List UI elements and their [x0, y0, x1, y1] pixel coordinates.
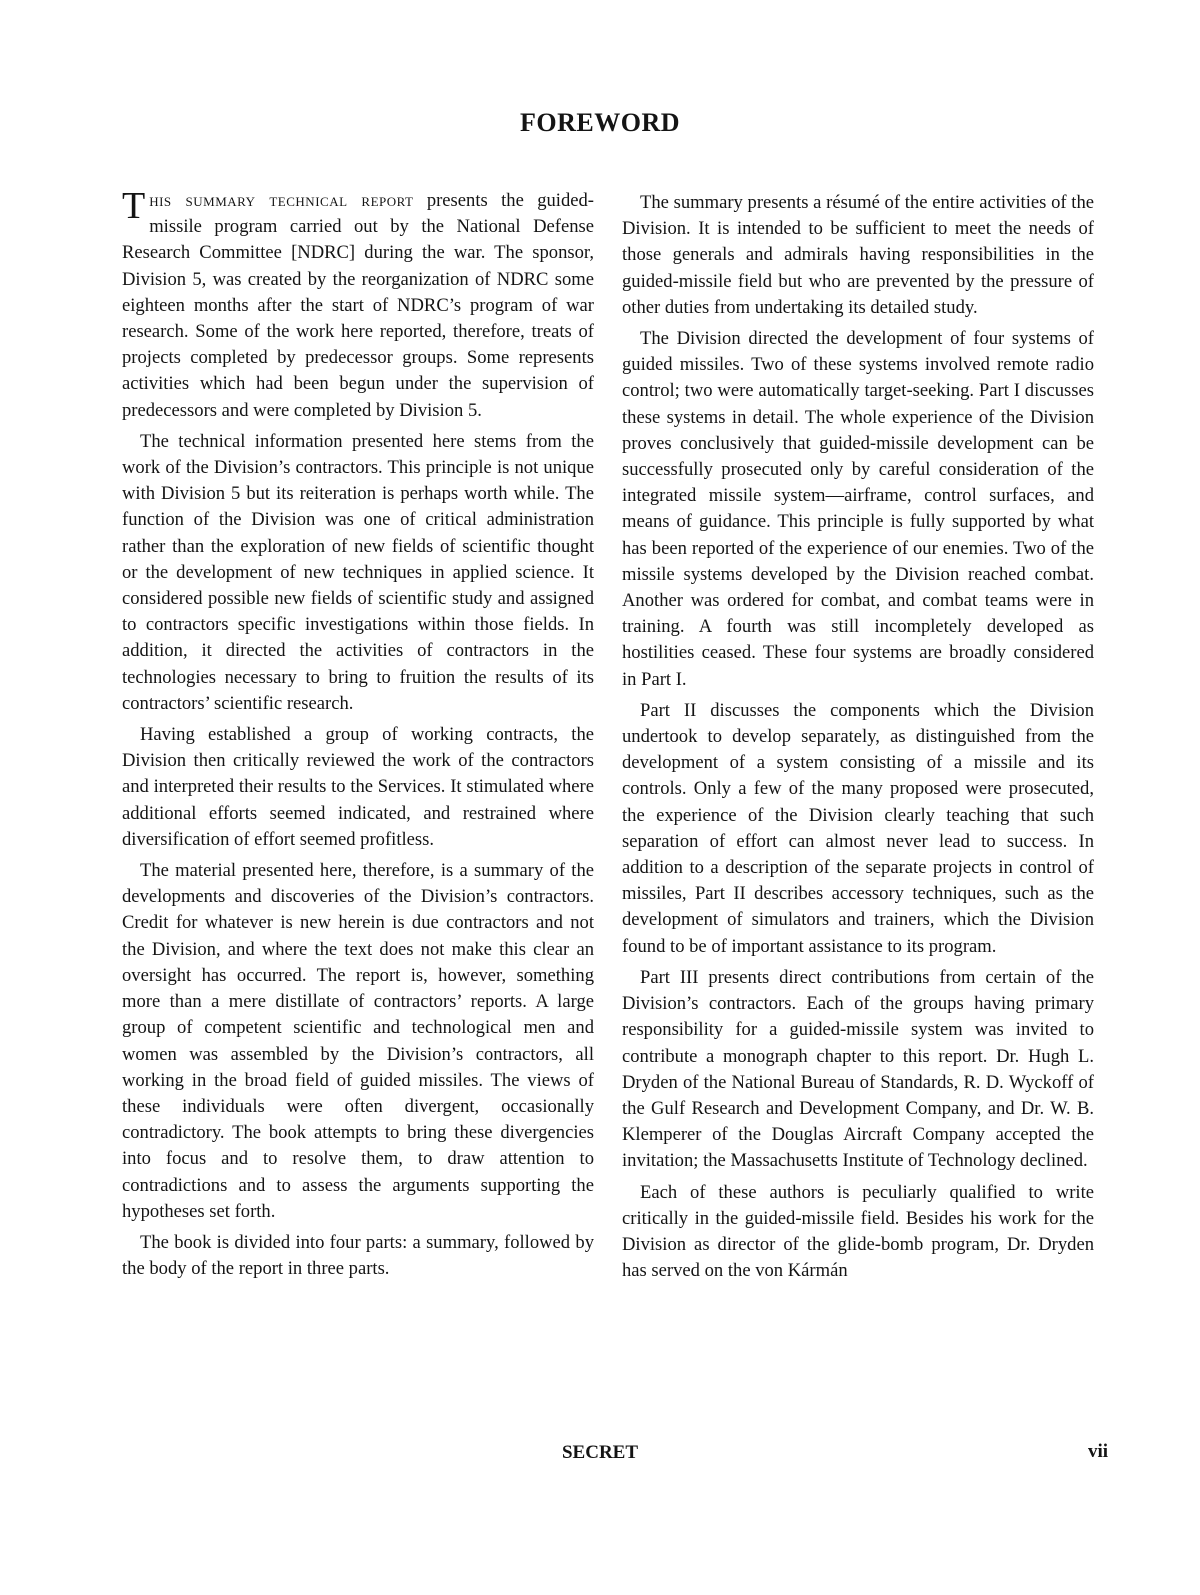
paragraph: The summary presents a résumé of the entire activities of the Division. It is intended to be sufficient to meet the needs of those generals and admirals having responsibilities in the guided-missile field but who are prevented by the pressure of other duties from undertaking its detailed study. [622, 192, 1094, 318]
security-classification: SECRET [561, 1442, 639, 1463]
page-number: vii [1087, 1441, 1108, 1462]
left-column [122, 185, 594, 1287]
paragraph: Part III presents direct contributions from certain of the Division’s contractors. Each of the groups having primary responsibility for a guided-missile system was invited to contribute a monograph chapter to this report. Dr. Hugh L. Dryden of the National Bureau of Standards, R. D. Wyckoff of the Gulf Research and Development Company, and Dr. W. B. Klemperer of the Douglas Aircraft Company accepted the invitation; the Massachusetts Institute of Technology declined. [622, 966, 1094, 1172]
paragraph: The technical information presented here stems from the work of the Division’s contractors. This principle is not unique with Division 5 but its reiteration is perhaps worth while. The function of the Division was one of critical administration rather than the exploration of new fields of scientific thought or the development of new techniques in applied science. It considered possible new fields of scientific study and assigned to contractors specific investigations within those fields. In addition, it directed the activities of contractors in the technologies necessary to bring to fruition the results of its contractors’ scientific research. [122, 430, 594, 714]
paragraph: Having established a group of working contracts, the Division then critically reviewed the work of the contractors and interpreted their results to the Services. It stimulated where additional efforts seemed indicated, and restrained where diversification of effort seemed profitless. [122, 724, 594, 850]
paragraph [122, 185, 594, 424]
lead-text: presents the guided-missile program carried out by the National Defense Research Committee [NDRC] during the war. The sponsor, Division 5, was created by the reorganization of NDRC some eighteen months after the start of NDRC’s program of war research. Some of the work here reported, therefore, treats of projects completed by predecessor groups. Some represents activities which had been begun under the supervision of predecessors and were completed by Division 5. [122, 190, 594, 421]
paragraph: The material presented here, therefore, is a summary of the developments and discoveries of the Division’s contractors. Credit for whatever is new herein is due contractors and not the Division, and where the text does not make this clear an oversight has occurred. The report is, however, something more than a mere distillate of contractors’ reports. A large group of competent scientific and technological men and women was assembled by the Division’s contractors, all working in the broad field of guided missiles. The views of these individuals were often divergent, occasionally contradictory. The book attempts to bring these divergencies into focus and to resolve them, to draw attention to contradictions and to assess the arguments supporting the hypotheses set forth. [122, 860, 594, 1222]
right-column [622, 190, 1094, 1289]
paragraph: Each of these authors is peculiarly qualified to write critically in the guided-missile field. Besides his work for the Division as director of the glide-bomb program, Dr. Dryden has served on the von Kármán [622, 1181, 1094, 1282]
page-title: FOREWORD [520, 108, 680, 137]
paragraph: The book is divided into four parts: a summary, followed by the body of the report in three parts. [122, 1231, 594, 1280]
drop-cap: T [122, 185, 146, 227]
small-caps-lead: his summary technical report [149, 190, 414, 211]
paragraph: Part II discusses the components which the Division undertook to develop separately, as distinguished from the development of a system consisting of a missile and its controls. Only a few of the many proposed were prosecuted, the experience of the Division clearly teaching that such separation of effort can almost never lead to success. In addition to a description of the separate projects in control of missiles, Part II describes accessory techniques, such as the development of simulators and trainers, which the Division found to be of important assistance to its program. [622, 699, 1094, 957]
paragraph: The Division directed the development of four systems of guided missiles. Two of these systems involved remote radio control; two were automatically target-seeking. Part I discusses these systems in detail. The whole experience of the Division proves conclusively that guided-missile development can be successfully prosecuted only by careful consideration of the integrated missile system—airframe, control surfaces, and means of guidance. This principle is fully supported by what has been reported of the experience of our enemies. Two of the missile systems developed by the Division reached combat. Another was ordered for combat, and combat teams were in training. A fourth was still incompletely developed as hostilities ceased. These four systems are broadly considered in Part I. [622, 328, 1094, 690]
